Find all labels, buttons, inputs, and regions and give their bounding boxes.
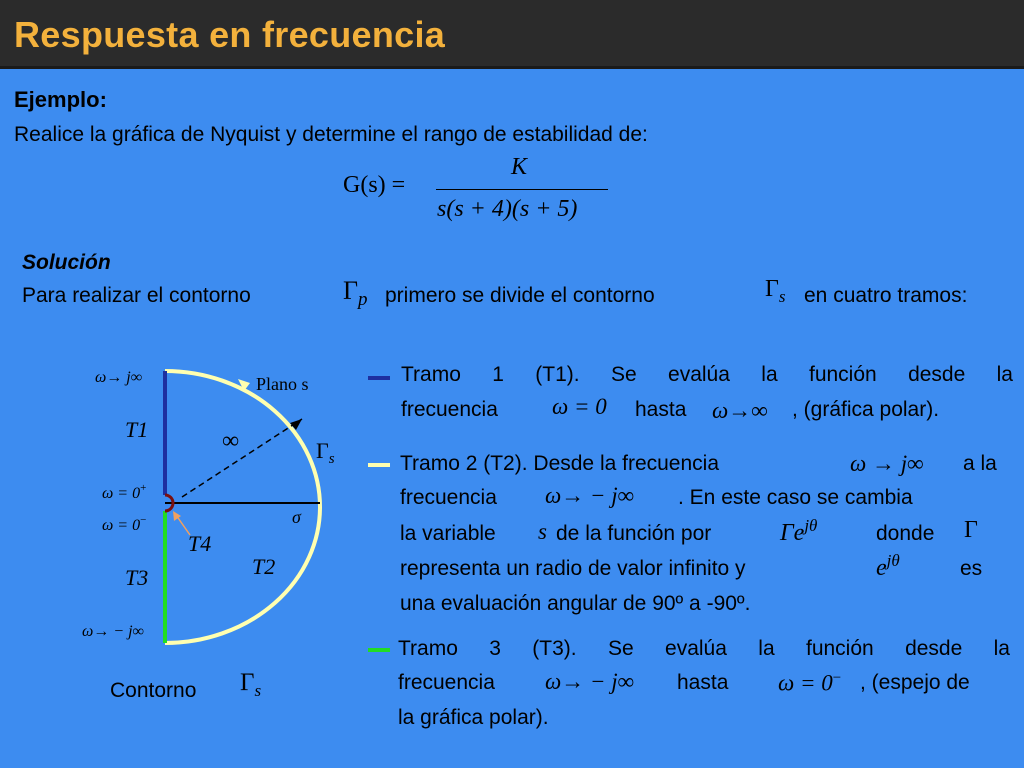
tramo2-l2b: . En este caso se cambia xyxy=(678,486,913,509)
t3-label: T3 xyxy=(125,565,149,590)
sigma-label: σ xyxy=(292,507,301,527)
radius-dashed-line xyxy=(182,419,302,497)
tramo1-hasta: hasta xyxy=(635,398,687,421)
title-bar xyxy=(0,0,1024,69)
gamma-p-subscript: p xyxy=(358,289,368,311)
tramo2-color-marker xyxy=(368,463,390,467)
formula-numerator: K xyxy=(511,154,528,180)
tramo2-e: e xyxy=(876,555,887,581)
tramo3-line1: Tramo 3 (T3). Se evalúa la función desde la xyxy=(398,637,1010,660)
tramo2-l5: una evaluación angular de 90º a -90º. xyxy=(400,592,751,615)
tramo2-gamma-e: Γe xyxy=(780,520,805,546)
solution-text-3: en cuatro tramos: xyxy=(804,284,968,307)
tramo2-math-gammaejtheta xyxy=(780,516,817,547)
tramo3-w0: ω = 0 xyxy=(778,670,833,696)
tramo2-gamma-e-exp: jθ xyxy=(804,516,818,535)
t2-label: T2 xyxy=(252,554,276,579)
gamma-s-subscript: s xyxy=(778,286,786,306)
label-bottom: ω→ − j∞ xyxy=(82,623,144,640)
tramo3-line3: la gráfica polar). xyxy=(398,706,549,729)
tramo2-math-ejtheta xyxy=(876,551,900,582)
tramo3-l2c: , (espejo de xyxy=(860,671,970,694)
nyquist-contour-diagram xyxy=(70,355,360,705)
tramo2-l3b: de la función por xyxy=(556,522,712,545)
tramo1-color-marker xyxy=(368,376,390,380)
tramo2-e-exp: jθ xyxy=(886,551,900,570)
tramo1-line1: Tramo 1 (T1). Se evalúa la función desde la xyxy=(401,363,1013,386)
solution-heading: Solución xyxy=(22,251,111,274)
formula-denominator: s(s + 4)(s + 5) xyxy=(437,196,578,222)
formula-fraction-line xyxy=(436,189,608,190)
gamma-p-letter: Γ xyxy=(343,276,359,305)
tramo2-math-gamma: Γ xyxy=(964,517,978,543)
tramo2-l2a: frecuencia xyxy=(400,486,497,509)
solution-text-2: primero se divide el contorno xyxy=(385,284,655,307)
tramo3-hasta: hasta xyxy=(677,671,729,694)
label-w0minus: ω = 0− xyxy=(102,514,147,534)
contour-caption: Contorno xyxy=(110,679,197,702)
tramo3-math-w0minus xyxy=(778,670,841,697)
tramo3-w0-sup: − xyxy=(832,670,842,686)
tramo3-color-marker xyxy=(368,648,390,652)
diagram-gamma-s: $\Gamma_s$ xyxy=(316,438,335,467)
t1-label: T1 xyxy=(125,417,149,442)
tramo2-l1b: a la xyxy=(963,452,997,475)
label-top: ω→ j∞ xyxy=(95,369,143,386)
tramo1-math-winf: ω→∞ xyxy=(712,398,768,423)
tramo1-math-w0: ω = 0 xyxy=(552,394,607,419)
tramo1-frecuencia: frecuencia xyxy=(401,398,498,421)
tramo2-math-s: s xyxy=(538,519,547,544)
tramo2-l4a: representa un radio de valor infinito y xyxy=(400,557,746,580)
caption-gamma-s xyxy=(240,669,261,701)
gamma-p-symbol xyxy=(343,276,368,311)
caption-gamma-letter: Γ xyxy=(240,669,255,696)
tramo2-math-wmjinf: ω→ − j∞ xyxy=(545,483,635,508)
gamma-s-symbol xyxy=(765,276,786,307)
caption-gamma-subscript: s xyxy=(254,681,262,700)
tramo2-l3c: donde xyxy=(876,522,935,545)
solution-text-1: Para realizar el contorno xyxy=(22,284,251,307)
slide-title: Respuesta en frecuencia xyxy=(14,14,446,55)
tramo2-l4b: es xyxy=(960,557,983,580)
label-w0plus: ω = 0+ xyxy=(102,482,147,502)
tramo2-l1a: Tramo 2 (T2). Desde la frecuencia xyxy=(400,452,720,475)
example-heading: Ejemplo: xyxy=(14,87,107,112)
tramo3-l2a: frecuencia xyxy=(398,671,495,694)
tramo2-l3a: la variable xyxy=(400,522,496,545)
infinity-label: ∞ xyxy=(222,428,240,454)
tramo2-math-wjinf: ω → j∞ xyxy=(850,451,924,476)
tramo3-math-wmjinf: ω→ − j∞ xyxy=(545,669,635,694)
tramo1-end: , (gráfica polar). xyxy=(792,398,940,421)
plane-label: Plano s xyxy=(256,374,309,394)
example-statement: Realice la gráfica de Nyquist y determine el rango de estabilidad de: xyxy=(14,123,648,146)
t4-label: T4 xyxy=(188,531,212,556)
formula-lhs: G(s) = xyxy=(343,172,406,198)
gamma-s-letter: Γ xyxy=(765,276,779,302)
